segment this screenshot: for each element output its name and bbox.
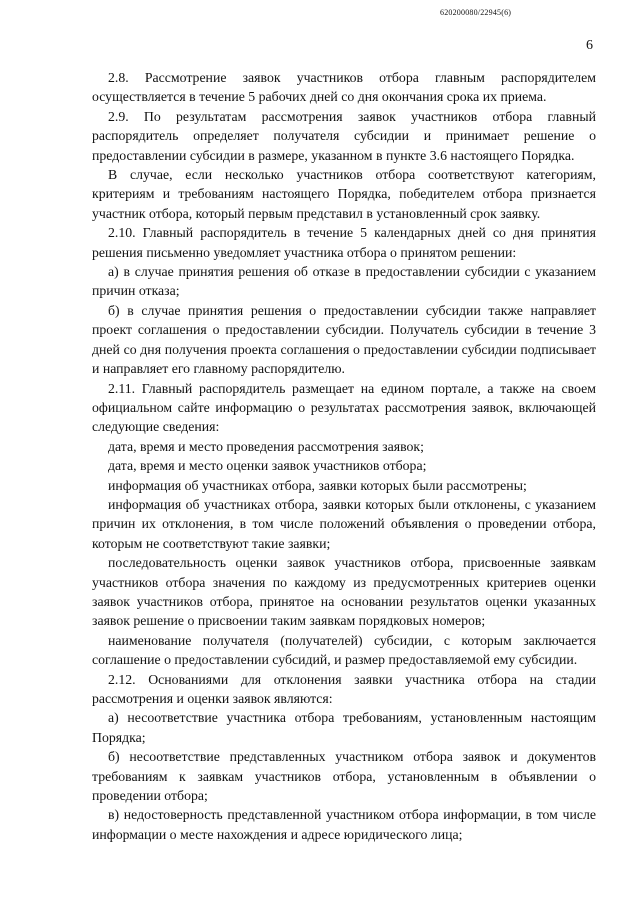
- paragraph: 2.10. Главный распорядитель в течение 5 календарных дней со дня принятия решения письменно уведомляет участника отбора о принятом решении:: [92, 225, 596, 260]
- paragraph: дата, время и место проведения рассмотрения заявок;: [108, 438, 424, 454]
- paragraph: в) недостоверность представленной участником отбора информации, в том числе информации о месте нахождения и адресе юридического лица;: [92, 807, 596, 842]
- paragraph: 2.9. По результатам рассмотрения заявок участников отбора главный распорядитель определяет получателя субсидии и принимает решение о предоставлении субсидии в размере, указанном в пункте 3.6 настоящего Порядка.: [92, 108, 596, 163]
- paragraph: б) несоответствие представленных участником отбора заявок и документов требованиям к заявкам участников отбора, установленным в объявлении о проведении отбора;: [92, 749, 596, 804]
- paragraph: а) несоответствие участника отбора требованиям, установленным настоящим Порядка;: [92, 710, 596, 745]
- paragraph: а) в случае принятия решения об отказе в предоставлении субсидии с указанием причин отказа;: [92, 264, 596, 299]
- page-number: 6: [586, 38, 593, 53]
- paragraph: последовательность оценки заявок участников отбора, присвоенные заявкам участников отбора значения по каждому из предусмотренных критериев оценки заявок участников отбора, принятое на основании результатов оценки указанных заявок решение о присвоении таким заявкам порядковых номеров;: [92, 555, 596, 629]
- document-body: [92, 68, 596, 844]
- paragraph: 2.12. Основаниями для отклонения заявки участника отбора на стадии рассмотрения и оценки заявок являются:: [92, 671, 596, 706]
- paragraph: б) в случае принятия решения о предоставлении субсидии также направляет проект соглашения о предоставлении субсидии. Получатель субсидии в течение 3 дней со дня получения проекта соглашения о предоставлении субсидии подписывает и направляет его главному распорядителю.: [92, 302, 596, 377]
- paragraph: наименование получателя (получателей) субсидии, с которым заключается соглашение о предоставлении субсидий, и размер предоставляемой ему субсидии.: [92, 632, 596, 668]
- paragraph: 2.8. Рассмотрение заявок участников отбора главным распорядителем осуществляется в течение 5 рабочих дней со дня окончания срока их приема.: [92, 70, 596, 105]
- paragraph: дата, время и место оценки заявок участников отбора;: [108, 458, 427, 474]
- paragraph: 2.11. Главный распорядитель размещает на едином портале, а также на своем официальном сайте информацию о результатах рассмотрения заявок, включающей следующие сведения:: [92, 380, 596, 435]
- paragraph: В случае, если несколько участников отбора соответствуют категориям, критериям и требованиям настоящего Порядка, победителем отбора признается участник отбора, который первым представил в установленный срок заявку.: [92, 167, 596, 221]
- paragraph: информация об участниках отбора, заявки которых были рассмотрены;: [108, 477, 527, 493]
- document-id: 620200080/22945(6): [440, 8, 512, 17]
- paragraph: информация об участниках отбора, заявки которых были отклонены, с указанием причин их отклонения, в том числе положений объявления о проведении отбора, которым не соответствуют такие заявки;: [92, 496, 596, 551]
